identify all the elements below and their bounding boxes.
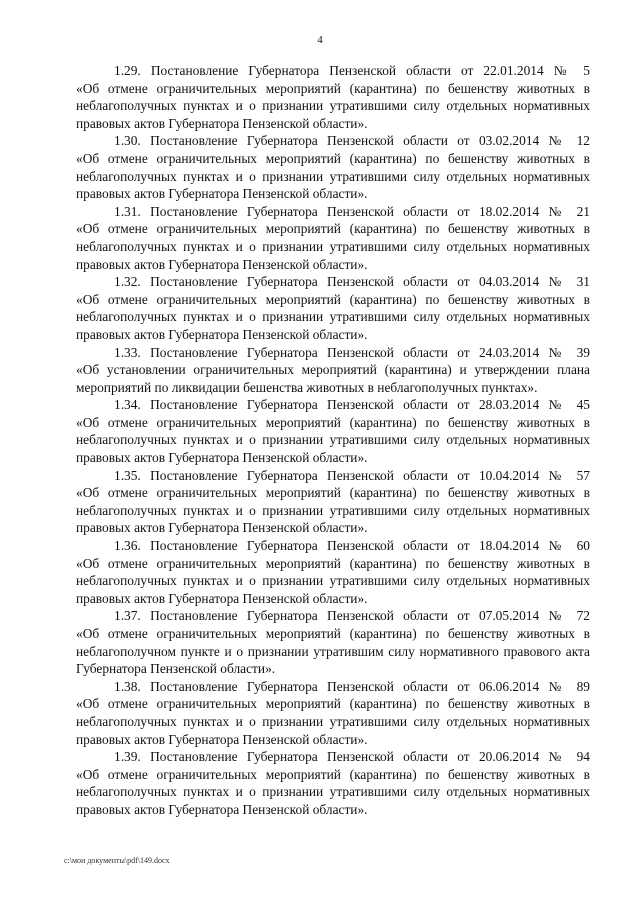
item-heading: 1.29. Постановление Губернатора Пензенской области от 22.01.2014 № 5 xyxy=(114,63,590,78)
list-item xyxy=(76,678,590,748)
list-item xyxy=(76,748,590,818)
item-heading: 1.33. Постановление Губернатора Пензенской области от 24.03.2014 № 39 xyxy=(114,344,590,360)
item-title: «Об отмене ограничительных мероприятий (карантина) по бешенству животных в неблагополучных пунктах и о признании утратившими силу отдельных нормативных правовых актов Губернатора Пензенской области». xyxy=(76,485,590,536)
footer-file-path: c:\мои документы\pdf\149.docx xyxy=(64,856,170,865)
item-heading: 1.32. Постановление Губернатора Пензенской области от 04.03.2014 № 31 xyxy=(114,274,590,290)
item-heading: 1.37. Постановление Губернатора Пензенской области от 07.05.2014 № 72 xyxy=(114,608,590,624)
list-item xyxy=(76,273,590,343)
list-item xyxy=(76,537,590,607)
item-heading: 1.38. Постановление Губернатора Пензенской области от 06.06.2014 № 89 xyxy=(114,678,590,694)
item-title: «Об отмене ограничительных мероприятий (карантина) по бешенству животных в неблагополучных пунктах и о признании утратившими силу отдельных нормативных правовых актов Губернатора Пензенской области». xyxy=(76,150,590,202)
item-heading: 1.34. Постановление Губернатора Пензенской области от 28.03.2014 № 45 xyxy=(114,397,590,413)
list-item xyxy=(76,203,590,273)
list-item xyxy=(76,62,590,132)
item-heading: 1.31. Постановление Губернатора Пензенской области от 18.02.2014 № 21 xyxy=(114,203,590,219)
item-heading: 1.30. Постановление Губернатора Пензенской области от 03.02.2014 № 12 xyxy=(114,133,590,149)
page-number: 4 xyxy=(317,34,323,46)
list-item xyxy=(76,132,590,202)
item-heading: 1.39. Постановление Губернатора Пензенской области от 20.06.2014 № 94 xyxy=(114,749,590,765)
item-title: «Об отмене ограничительных мероприятий (карантина) по бешенству животных в неблагополучных пунктах и о признании утратившими силу отдельных нормативных правовых актов Губернатора Пензенской области». xyxy=(76,291,590,342)
item-title: «Об отмене ограничительных мероприятий (карантина) по бешенству животных в неблагополучном пункте и о признании утратившим силу нормативного правового акта Губернатора Пензенской области». xyxy=(76,626,590,677)
item-title: «Об установлении ограничительных мероприятий (карантина) и утверждении плана мероприятий по ликвидации бешенства животных в неблагополучных пунктах». xyxy=(76,362,590,395)
item-title: «Об отмене ограничительных мероприятий (карантина) по бешенству животных в неблагополучных пунктах и о признании утратившими силу отдельных нормативных правовых актов Губернатора Пензенской области». xyxy=(76,414,590,466)
item-title: «Об отмене ограничительных мероприятий (карантина) по бешенству животных в неблагополучных пунктах и о признании утратившими силу отдельных нормативных правовых актов Губернатора Пензенской области». xyxy=(76,696,590,747)
list-item xyxy=(76,467,590,537)
list-item xyxy=(76,396,590,466)
item-heading: 1.36. Постановление Губернатора Пензенской области от 18.04.2014 № 60 xyxy=(114,538,590,554)
item-title: «Об отмене ограничительных мероприятий (карантина) по бешенству животных в неблагополучных пунктах и о признании утратившими силу отдельных нормативных правовых актов Губернатора Пензенской области». xyxy=(76,555,590,606)
item-title: «Об отмене ограничительных мероприятий (карантина) по бешенству животных в неблагополучных пунктах и о признании утратившими силу отдельных нормативных правовых актов Губернатора Пензенской области». xyxy=(76,766,590,817)
list-item xyxy=(76,607,590,677)
item-title: «Об отмене ограничительных мероприятий (карантина) по бешенству животных в неблагополучных пунктах и о признании утратившими силу отдельных нормативных правовых актов Губернатора Пензенской области». xyxy=(76,221,590,272)
document-body xyxy=(76,62,590,819)
item-heading: 1.35. Постановление Губернатора Пензенской области от 10.04.2014 № 57 xyxy=(114,467,590,483)
item-title: «Об отмене ограничительных мероприятий (карантина) по бешенству животных в неблагополучных пунктах и о признании утратившими силу отдельных нормативных правовых актов Губернатора Пензенской области». xyxy=(76,80,590,131)
list-item xyxy=(76,344,590,397)
